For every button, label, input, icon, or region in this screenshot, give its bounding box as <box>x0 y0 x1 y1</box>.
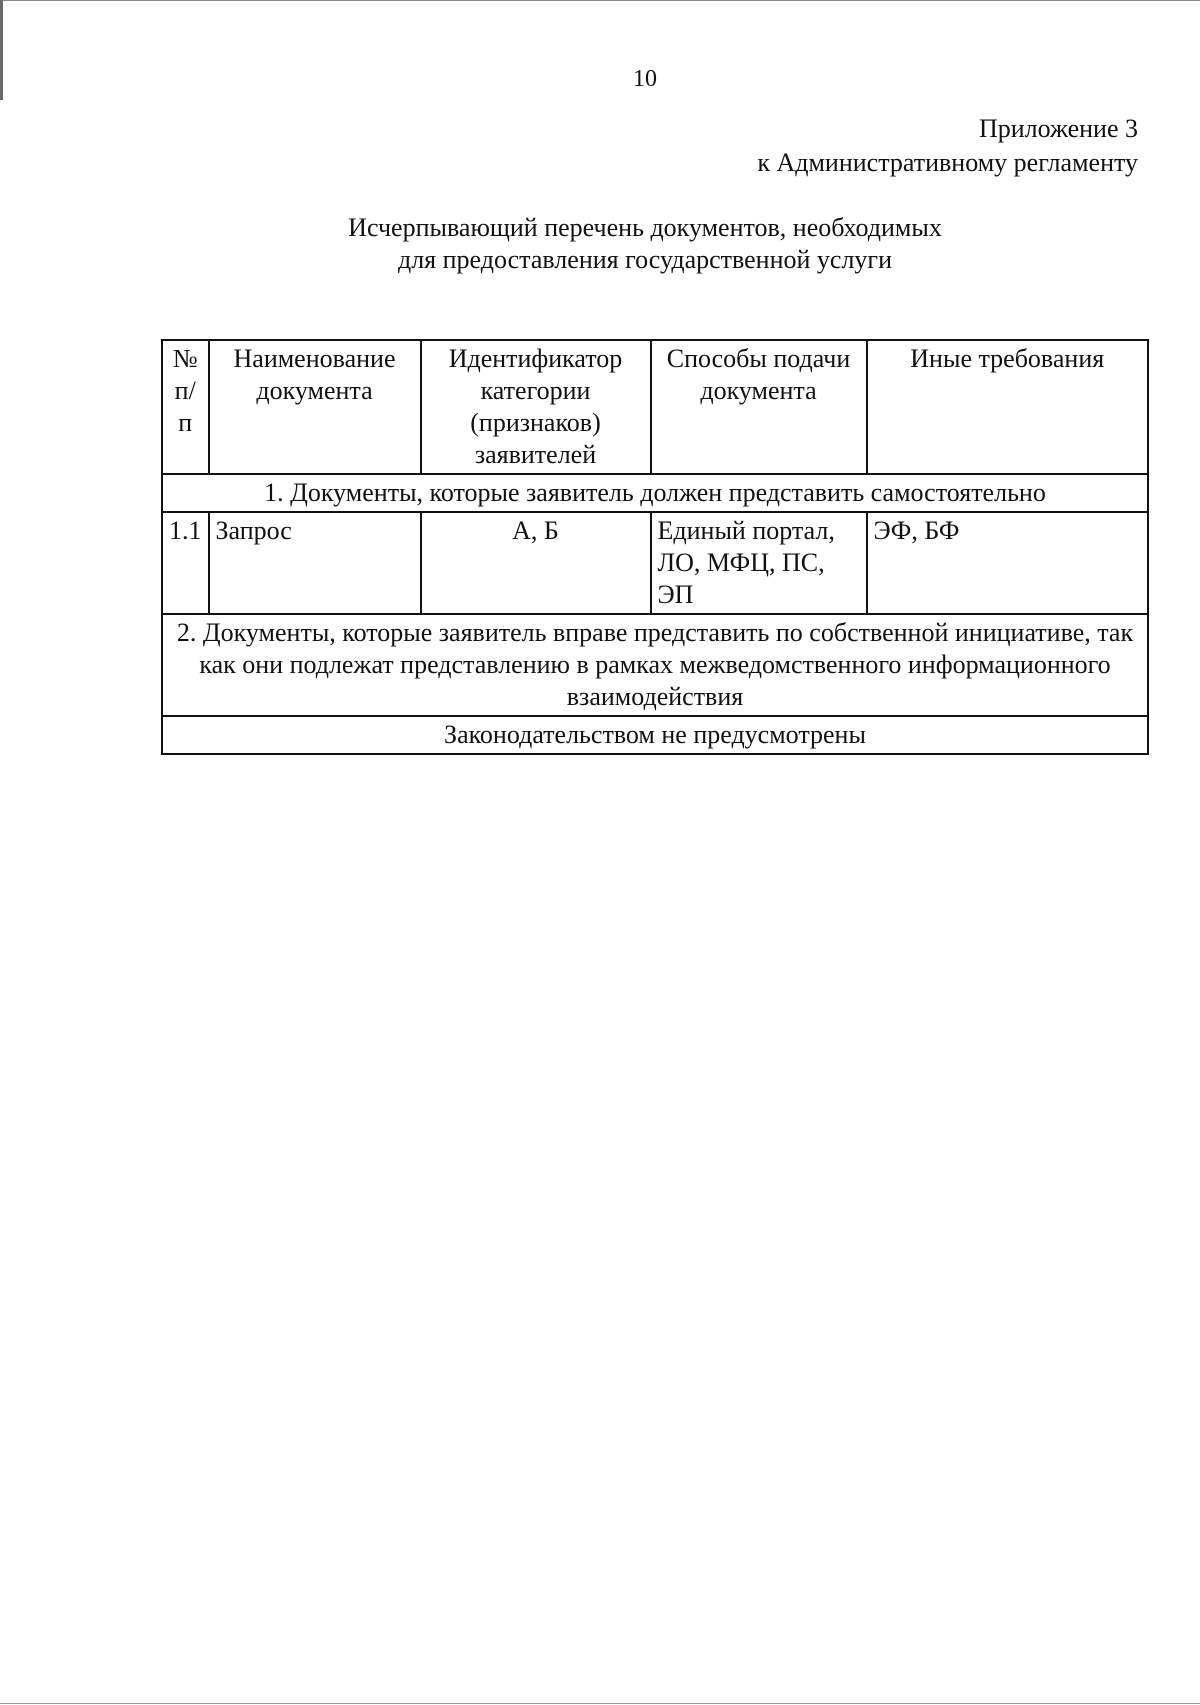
appendix-reference: к Административному регламенту <box>757 148 1138 177</box>
document-title-line-2: для предоставления государственной услуги <box>397 245 893 274</box>
page-number: 10 <box>633 66 657 92</box>
document-title-line-1: Исчерпывающий перечень документов, необходимых <box>348 213 942 242</box>
header-submission-methods: Способы подачи документа <box>651 340 867 474</box>
documents-table <box>161 339 1149 755</box>
section-row-2 <box>162 614 1148 716</box>
row-number: 1.1 <box>162 512 209 614</box>
section-2-note: Законодательством не предусмотрены <box>162 716 1148 754</box>
header-document-name: Наименование документа <box>209 340 421 474</box>
row-document-name: Запрос <box>209 512 421 614</box>
section-note-row <box>162 716 1148 754</box>
header-other-requirements: Иные требования <box>867 340 1149 474</box>
section-heading-2: 2. Документы, которые заявитель вправе представить по собственной инициативе, так как они подлежат представлению в рамках межведомственного информационного взаимодействия <box>162 614 1148 716</box>
section-row-1 <box>162 474 1148 512</box>
table-row <box>162 512 1148 614</box>
header-applicant-category: Идентификатор категории (признаков) заявителей <box>421 340 651 474</box>
scan-bottom-edge <box>0 1703 1200 1704</box>
table-header-row <box>162 340 1148 474</box>
document-title <box>0 212 1200 276</box>
row-submission-methods: Единый портал, ЛО, МФЦ, ПС, ЭП <box>651 512 867 614</box>
row-applicant-category: А, Б <box>421 512 651 614</box>
section-heading-1: 1. Документы, которые заявитель должен представить самостоятельно <box>162 474 1148 512</box>
row-other-requirements: ЭФ, БФ <box>867 512 1149 614</box>
appendix-label: Приложение 3 <box>978 114 1138 143</box>
scan-top-edge <box>0 0 1200 1</box>
header-number: № п/п <box>162 340 209 474</box>
appendix-block <box>757 112 1138 180</box>
